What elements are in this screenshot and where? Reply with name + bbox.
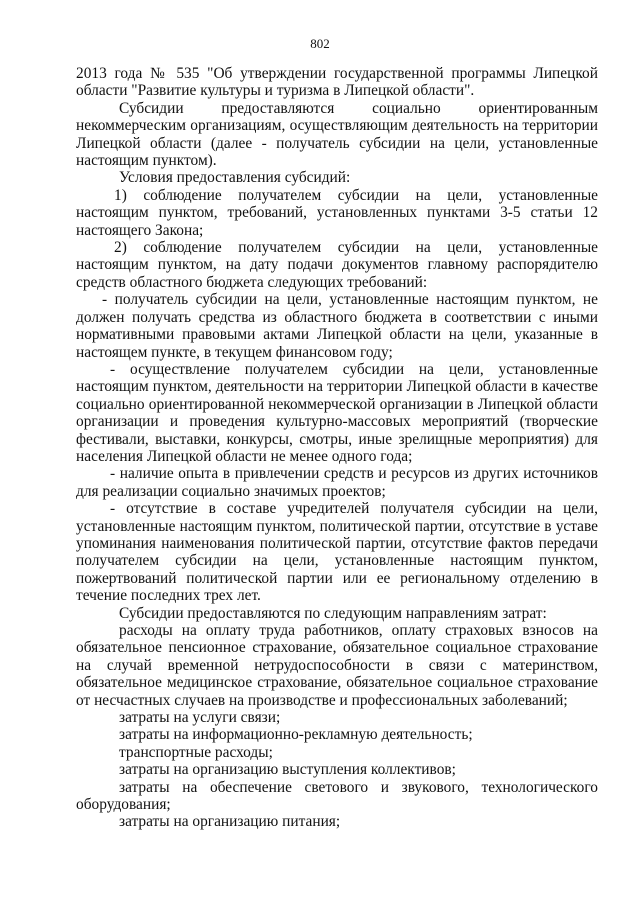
paragraph-condition-2: 2) соблюдение получателем субсидии на цели, установленные настоящим пунктом, на дату подачи документов главному распорядителю средств областного бюджета следующих требований:: [76, 239, 598, 291]
paragraph-expense-equipment: затраты на обеспечение светового и звукового, технологического оборудования;: [76, 778, 598, 814]
paragraph-requirement-activity: - осуществление получателем субсидии на цели, установленные настоящим пунктом, деятельности на территории Липецкой области в качестве социально ориентированной некоммерческой организации в Липецкой области организации и проведения культурно-массовых мероприятий (творческие фестивали, выставки, конкурсы, смотры, иные зрелищные мероприятия) для населения Липецкой области не менее одного года;: [76, 360, 598, 465]
paragraph-subsidy-recipients: Субсидии предоставляются социально ориентированным некоммерческим организациям, осуществляющим деятельность на территории Липецкой области (далее - получатель субсидии на цели, установленные настоящим пунктом).: [76, 99, 598, 170]
paragraph-condition-1: 1) соблюдение получателем субсидии на цели, установленные настоящим пунктом, требований, установленных пунктами 3-5 статьи 12 настоящего Закона;: [76, 186, 598, 239]
paragraph-expense-transport: транспортные расходы;: [119, 743, 273, 761]
paragraph-expense-catering: затраты на организацию питания;: [119, 813, 341, 831]
paragraph-requirement-no-party: - отсутствие в составе учредителей получателя субсидии на цели, установленные настоящим пунктом, политической партии, отсутствие в уставе упоминания наименования политической партии, отсутствие фактов передачи получателем субсидии на цели, установленные настоящим пунктом, пожертвований политической партии или ее региональному отделению в течение последних трех лет.: [76, 500, 598, 605]
paragraph-law-reference: 2013 года № 535 "Об утверждении государственной программы Липецкой области "Развитие культуры и туризма в Липецкой области".: [76, 65, 598, 100]
paragraph-expense-communication: затраты на услуги связи;: [119, 709, 281, 727]
paragraph-expense-labor: расходы на оплату труда работников, оплату страховых взносов на обязательное пенсионное страхование, обязательное социальное страхование на случай временной нетрудоспособности в связи с материнством, обязательное медицинское страхование, обязательное социальное страхование от несчастных случаев на производстве и профессиональных заболеваний;: [76, 622, 598, 709]
paragraph-conditions-heading: Условия предоставления субсидий:: [119, 169, 351, 187]
paragraph-requirement-no-other-funds: - получатель субсидии на цели, установленные настоящим пунктом, не должен получать средства из областного бюджета в соответствии с иными нормативными правовыми актами Липецкой области на цели, указанные в настоящем пункте, в текущем финансовом году;: [76, 291, 598, 361]
document-body: [76, 65, 598, 831]
paragraph-expense-heading: Субсидии предоставляются по следующим направлениям затрат:: [119, 604, 547, 622]
paragraph-requirement-experience: - наличие опыта в привлечении средств и ресурсов из других источников для реализации социально значимых проектов;: [76, 465, 598, 500]
page-number: 802: [310, 36, 330, 51]
paragraph-expense-advertising: затраты на информационно-рекламную деятельность;: [119, 726, 473, 744]
paragraph-expense-performances: затраты на организацию выступления коллективов;: [119, 761, 456, 779]
